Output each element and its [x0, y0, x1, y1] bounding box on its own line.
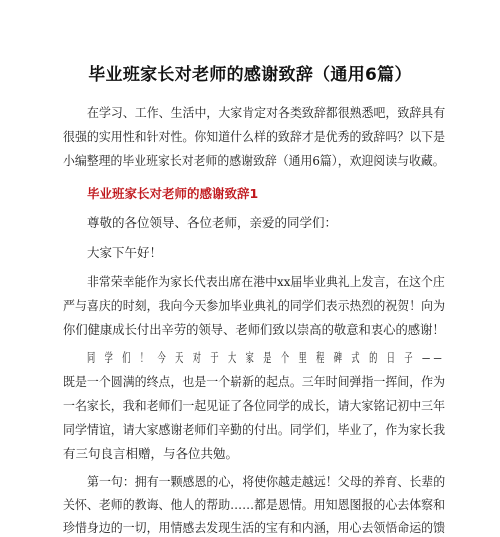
paragraph-line: 非常荣幸能作为家长代表出席在港中xx届毕业典礼上发言，在这个庄 [87, 274, 445, 289]
paragraph-line: 你们健康成长付出辛劳的领导、老师们致以崇高的敬意和衷心的感谢！ [63, 322, 445, 337]
paragraph-line: 同学情谊，请大家感谢老师们辛勤的付出。同学们，毕业了，作为家长我 [63, 422, 446, 437]
document-title: 毕业班家长对老师的感谢致辞（通用6篇） [88, 65, 412, 85]
paragraph-line: 关怀、老师的教诲、他人的帮助……都是恩情。用知恩图报的心去体察和 [63, 497, 446, 512]
paragraph-line: 一名家长，我和老师们一起见证了各位同学的成长，请大家铭记初中三年 [63, 398, 446, 413]
intro-line: 在学习、工作、生活中，大家肯定对各类致辞都很熟悉吧，致辞具有 [87, 105, 446, 120]
section-heading: 毕业班家长对老师的感谢致辞1 [87, 186, 259, 201]
intro-line: 很强的实用性和针对性。你知道什么样的致辞才是优秀的致辞吗？以下是 [63, 129, 446, 144]
salutation-line: 大家下午好！ [87, 245, 163, 260]
paragraph-line: 有三句良言相赠，与各位共勉。 [63, 446, 239, 461]
greeting-line: 尊敬的各位领导、各位老师，亲爱的同学们： [87, 215, 338, 230]
intro-line: 小编整理的毕业班家长对老师的感谢致辞（通用6篇），欢迎阅读与收藏。 [63, 153, 445, 168]
paragraph-line: 第一句：拥有一颗感恩的心，将使你越走越远！父母的养育、长辈的 [87, 474, 446, 489]
paragraph-line: 同 学 们 ！ 今 天 对 于 大 家 是 个 里 程 碑 式 的 日 子 —— [87, 350, 446, 365]
paragraph-line: 珍惜身边的一切，用情感去发现生活的宝有和内涵，用心去领悟命运的馈 [63, 520, 446, 535]
paragraph-line: 既是一个圆满的终点，也是一个崭新的起点。三年时间弹指一挥间，作为 [63, 374, 446, 389]
paragraph-line: 严与喜庆的时刻，我向今天参加毕业典礼的同学们表示热烈的祝贺！向为 [63, 298, 446, 313]
